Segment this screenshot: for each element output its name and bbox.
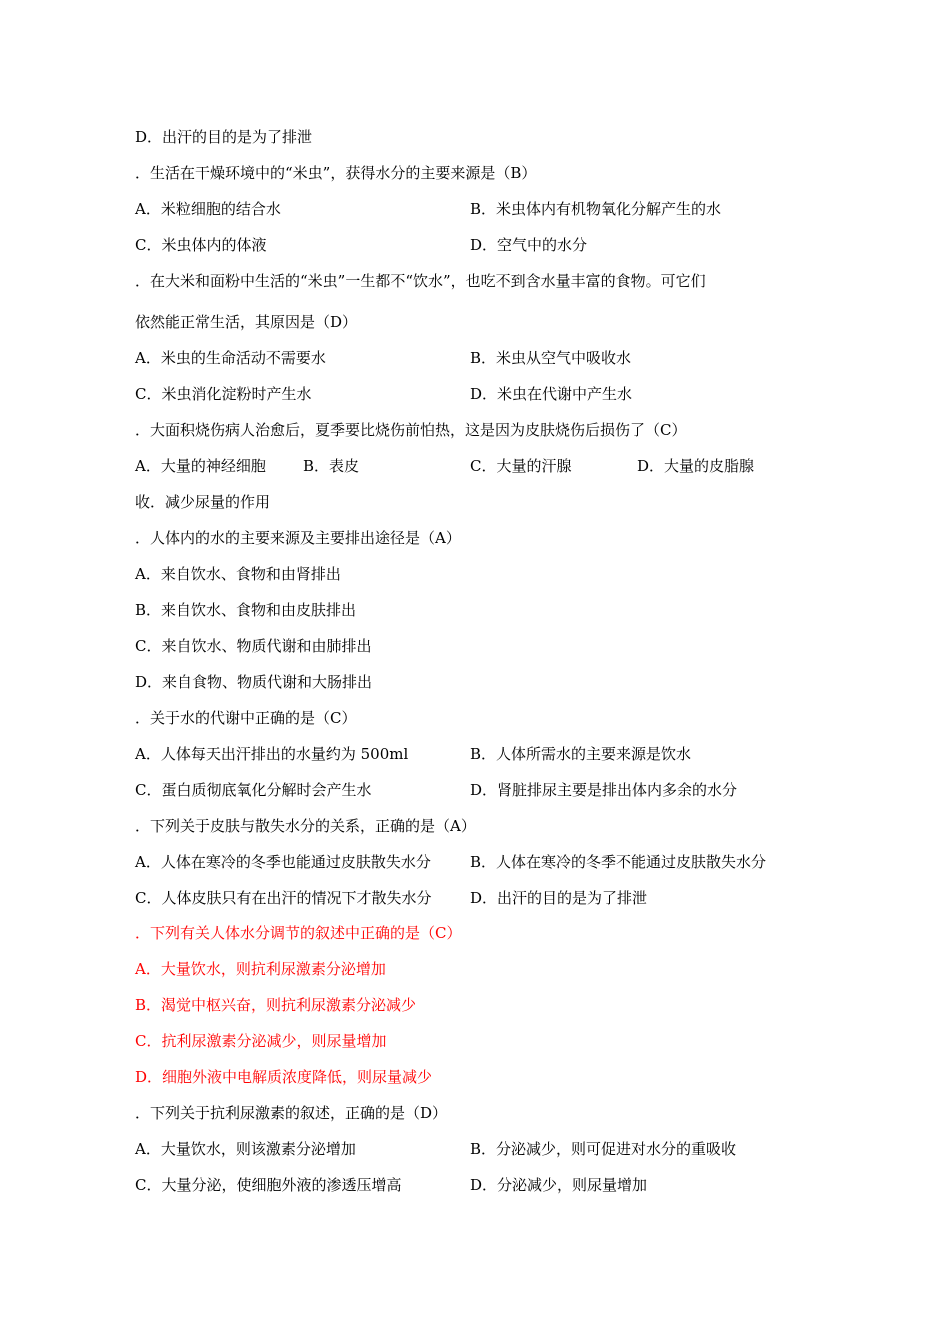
option-d: D．来自食物、物质代谢和大肠排出 <box>135 673 373 691</box>
option-c: C．大量分泌，使细胞外液的渗透压增高 <box>135 1176 402 1194</box>
option-a: A．米粒细胞的结合水 <box>135 200 281 218</box>
option-d: D．分泌减少，则尿量增加 <box>470 1176 648 1194</box>
question-stem-continued: 依然能正常生活，其原因是（D） <box>135 313 358 331</box>
option-row <box>135 849 825 875</box>
option-a: A．人体在寒冷的冬季也能通过皮肤散失水分 <box>135 853 431 871</box>
option-d: D．大量的皮脂腺 <box>637 457 755 475</box>
option-b: B．米虫从空气中吸收水 <box>470 349 632 367</box>
option-d: D．出汗的目的是为了排泄 <box>470 889 648 907</box>
option-a: A．大量的神经细胞 <box>135 457 266 475</box>
question-stem: ．下列关于抗利尿激素的叙述，正确的是（D） <box>135 1104 448 1122</box>
option-a: A．大量饮水，则该激素分泌增加 <box>135 1140 356 1158</box>
highlighted-option-a: A．大量饮水，则抗利尿激素分泌增加 <box>135 960 386 978</box>
option-row <box>135 885 825 911</box>
question-stem: ．人体内的水的主要来源及主要排出途径是（A） <box>135 529 461 547</box>
text-line: 收．减少尿量的作用 <box>135 493 271 511</box>
option-b: B．分泌减少，则可促进对水分的重吸收 <box>470 1140 737 1158</box>
option-c: C．蛋白质彻底氧化分解时会产生水 <box>135 781 372 799</box>
option-b: B．人体所需水的主要来源是饮水 <box>470 745 692 763</box>
option-c: C．大量的汗腺 <box>470 457 572 475</box>
option-a: A．来自饮水、食物和由肾排出 <box>135 565 341 583</box>
highlighted-option-d: D．细胞外液中电解质浓度降低，则尿量减少 <box>135 1068 433 1086</box>
question-stem: ．生活在干燥环境中的“米虫”，获得水分的主要来源是（B） <box>135 164 537 182</box>
question-stem: ．下列关于皮肤与散失水分的关系，正确的是（A） <box>135 817 476 835</box>
option-b: B．来自饮水、食物和由皮肤排出 <box>135 601 357 619</box>
option-d: D．空气中的水分 <box>470 236 588 254</box>
option-b: B．人体在寒冷的冬季不能通过皮肤散失水分 <box>470 853 767 871</box>
option-c: C．米虫体内的体液 <box>135 236 267 254</box>
option-row <box>135 741 825 767</box>
option-c: C．来自饮水、物质代谢和由肺排出 <box>135 637 372 655</box>
option-a: A．米虫的生命活动不需要水 <box>135 349 326 367</box>
option-d: D．米虫在代谢中产生水 <box>470 385 633 403</box>
option-b: B．表皮 <box>303 457 360 475</box>
highlighted-option-c: C．抗利尿激素分泌减少，则尿量增加 <box>135 1032 387 1050</box>
highlighted-question-stem: ．下列有关人体水分调节的叙述中正确的是（C） <box>135 924 462 942</box>
option-c: C．米虫消化淀粉时产生水 <box>135 385 312 403</box>
option-row <box>135 196 825 222</box>
option-row <box>135 453 825 479</box>
option-row <box>135 777 825 803</box>
option-b: B．米虫体内有机物氧化分解产生的水 <box>470 200 722 218</box>
option-row <box>135 1172 825 1198</box>
highlighted-option-b: B．渴觉中枢兴奋，则抗利尿激素分泌减少 <box>135 996 417 1014</box>
option-c: C．人体皮肤只有在出汗的情况下才散失水分 <box>135 889 432 907</box>
option-d: D．肾脏排尿主要是排出体内多余的水分 <box>470 781 738 799</box>
option-a: A．人体每天出汗排出的水量约为 500ml <box>135 745 409 763</box>
option-row <box>135 232 825 258</box>
question-stem: ．在大米和面粉中生活的“米虫”一生都不“饮水”，也吃不到含水量丰富的食物。可它们 <box>135 272 706 290</box>
text-line: D．出汗的目的是为了排泄 <box>135 128 313 146</box>
option-row <box>135 1136 825 1162</box>
question-stem: ．大面积烧伤病人治愈后，夏季要比烧伤前怕热，这是因为皮肤烧伤后损伤了（C） <box>135 421 687 439</box>
question-stem: ．关于水的代谢中正确的是（C） <box>135 709 357 727</box>
option-row <box>135 381 825 407</box>
option-row <box>135 345 825 371</box>
